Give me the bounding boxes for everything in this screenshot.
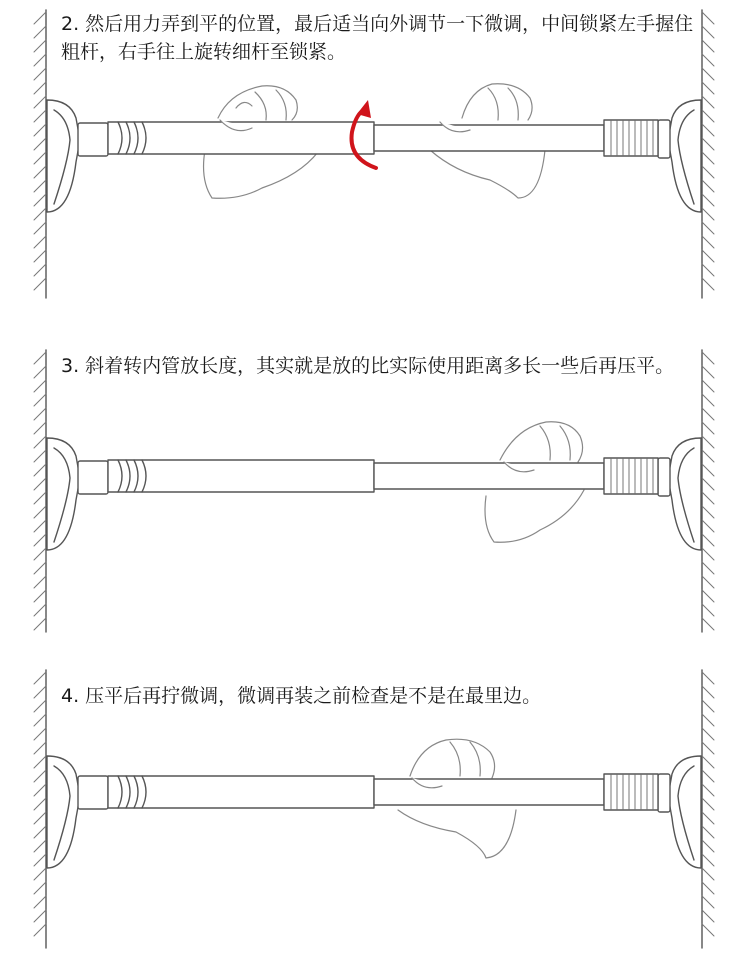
tension-rod	[108, 458, 658, 494]
left-suction-cup	[47, 756, 108, 868]
step-3-illustration	[0, 340, 750, 640]
step-4-panel	[0, 660, 750, 955]
right-wall-hatching	[702, 12, 714, 290]
left-suction-cup	[47, 438, 108, 550]
tension-rod	[108, 120, 658, 156]
step-2-panel	[0, 0, 750, 310]
step-2-instruction: 2. 然后用力弄到平的位置，最后适当向外调节一下微调，中间锁紧左手握住粗杆，右手往上旋转细杆至锁紧。	[61, 13, 694, 63]
right-suction-cup	[658, 438, 701, 550]
step-3-panel	[0, 340, 750, 640]
step-4-instruction: 4. 压平后再拧微调，微调再装之前检查是不是在最里边。	[61, 685, 542, 707]
left-suction-cup	[47, 100, 108, 212]
tension-rod	[108, 774, 658, 810]
step-3-instruction: 3. 斜着转内管放长度，其实就是放的比实际使用距离多长一些后再压平。	[61, 355, 675, 377]
left-wall-hatching	[34, 12, 46, 290]
right-suction-cup	[658, 756, 701, 868]
right-suction-cup	[658, 100, 701, 212]
